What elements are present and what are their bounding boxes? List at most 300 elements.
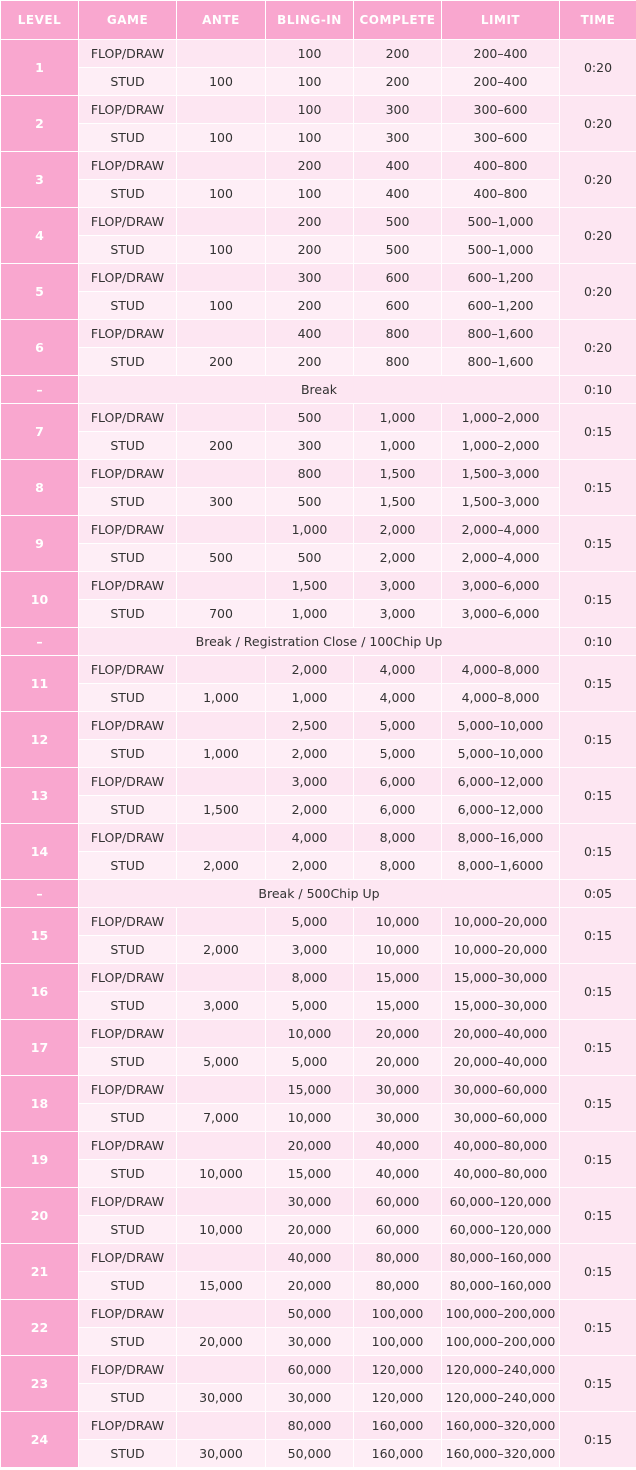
table-row bbox=[1, 124, 636, 151]
game-cell: FLOP/DRAW bbox=[79, 460, 176, 487]
complete-cell: 80,000 bbox=[354, 1272, 441, 1299]
level-cell: 4 bbox=[1, 208, 78, 263]
game-cell: STUD bbox=[79, 1440, 176, 1467]
game-cell: STUD bbox=[79, 292, 176, 319]
limit-cell: 20,000–40,000 bbox=[442, 1020, 559, 1047]
bring-in-cell: 200 bbox=[266, 208, 353, 235]
complete-cell: 100,000 bbox=[354, 1328, 441, 1355]
game-cell: STUD bbox=[79, 1216, 176, 1243]
game-cell: STUD bbox=[79, 180, 176, 207]
table-row bbox=[1, 908, 636, 935]
table-row bbox=[1, 236, 636, 263]
break-row bbox=[1, 880, 636, 907]
time-cell: 0:20 bbox=[560, 320, 636, 375]
limit-cell: 1,000–2,000 bbox=[442, 432, 559, 459]
game-cell: STUD bbox=[79, 1384, 176, 1411]
bring-in-cell: 30,000 bbox=[266, 1384, 353, 1411]
limit-cell: 400–800 bbox=[442, 180, 559, 207]
table-row bbox=[1, 320, 636, 347]
bring-in-cell: 2,000 bbox=[266, 740, 353, 767]
level-cell: 12 bbox=[1, 712, 78, 767]
limit-cell: 1,000–2,000 bbox=[442, 404, 559, 431]
game-cell: FLOP/DRAW bbox=[79, 572, 176, 599]
game-cell: FLOP/DRAW bbox=[79, 1076, 176, 1103]
bring-in-cell: 15,000 bbox=[266, 1076, 353, 1103]
bring-in-cell: 200 bbox=[266, 348, 353, 375]
table-row bbox=[1, 656, 636, 683]
complete-cell: 800 bbox=[354, 348, 441, 375]
time-cell: 0:15 bbox=[560, 1412, 636, 1467]
limit-cell: 2,000–4,000 bbox=[442, 544, 559, 571]
level-cell: 21 bbox=[1, 1244, 78, 1299]
bring-in-cell: 3,000 bbox=[266, 768, 353, 795]
time-cell: 0:15 bbox=[560, 1244, 636, 1299]
bring-in-cell: 5,000 bbox=[266, 992, 353, 1019]
level-cell: 23 bbox=[1, 1356, 78, 1411]
game-cell: FLOP/DRAW bbox=[79, 1244, 176, 1271]
time-cell: 0:15 bbox=[560, 656, 636, 711]
table-row bbox=[1, 292, 636, 319]
time-cell: 0:15 bbox=[560, 768, 636, 823]
header-level: LEVEL bbox=[1, 1, 78, 39]
level-cell: 22 bbox=[1, 1300, 78, 1355]
game-cell: STUD bbox=[79, 936, 176, 963]
table-row bbox=[1, 796, 636, 823]
complete-cell: 500 bbox=[354, 236, 441, 263]
complete-cell: 2,000 bbox=[354, 544, 441, 571]
level-cell: 24 bbox=[1, 1412, 78, 1467]
bring-in-cell: 2,000 bbox=[266, 852, 353, 879]
game-cell: FLOP/DRAW bbox=[79, 768, 176, 795]
header-row bbox=[1, 1, 636, 39]
complete-cell: 200 bbox=[354, 68, 441, 95]
level-cell: 11 bbox=[1, 656, 78, 711]
ante-cell bbox=[177, 96, 265, 123]
ante-cell bbox=[177, 516, 265, 543]
limit-cell: 40,000–80,000 bbox=[442, 1132, 559, 1159]
time-cell: 0:15 bbox=[560, 1076, 636, 1131]
complete-cell: 10,000 bbox=[354, 908, 441, 935]
complete-cell: 120,000 bbox=[354, 1384, 441, 1411]
ante-cell bbox=[177, 1020, 265, 1047]
table-row bbox=[1, 180, 636, 207]
break-label: Break / 500Chip Up bbox=[79, 880, 559, 907]
ante-cell bbox=[177, 404, 265, 431]
break-label: Break / Registration Close / 100Chip Up bbox=[79, 628, 559, 655]
table-row bbox=[1, 992, 636, 1019]
ante-cell bbox=[177, 320, 265, 347]
bring-in-cell: 400 bbox=[266, 320, 353, 347]
bring-in-cell: 1,000 bbox=[266, 600, 353, 627]
limit-cell: 6,000–12,000 bbox=[442, 768, 559, 795]
ante-cell: 100 bbox=[177, 124, 265, 151]
table-row bbox=[1, 1216, 636, 1243]
game-cell: FLOP/DRAW bbox=[79, 516, 176, 543]
time-cell: 0:20 bbox=[560, 208, 636, 263]
ante-cell: 200 bbox=[177, 432, 265, 459]
time-cell: 0:10 bbox=[560, 628, 636, 655]
ante-cell: 1,000 bbox=[177, 684, 265, 711]
bring-in-cell: 200 bbox=[266, 152, 353, 179]
table-row bbox=[1, 404, 636, 431]
bring-in-cell: 100 bbox=[266, 124, 353, 151]
limit-cell: 500–1,000 bbox=[442, 208, 559, 235]
ante-cell bbox=[177, 1356, 265, 1383]
bring-in-cell: 4,000 bbox=[266, 824, 353, 851]
time-cell: 0:20 bbox=[560, 40, 636, 95]
header-game: GAME bbox=[79, 1, 176, 39]
bring-in-cell: 100 bbox=[266, 40, 353, 67]
time-cell: 0:05 bbox=[560, 880, 636, 907]
complete-cell: 8,000 bbox=[354, 852, 441, 879]
limit-cell: 800–1,600 bbox=[442, 320, 559, 347]
table-row bbox=[1, 208, 636, 235]
bring-in-cell: 1,000 bbox=[266, 516, 353, 543]
bring-in-cell: 5,000 bbox=[266, 908, 353, 935]
bring-in-cell: 80,000 bbox=[266, 1412, 353, 1439]
limit-cell: 15,000–30,000 bbox=[442, 992, 559, 1019]
bring-in-cell: 20,000 bbox=[266, 1132, 353, 1159]
game-cell: FLOP/DRAW bbox=[79, 1132, 176, 1159]
ante-cell: 5,000 bbox=[177, 1048, 265, 1075]
ante-cell: 300 bbox=[177, 488, 265, 515]
level-cell: – bbox=[1, 628, 78, 655]
complete-cell: 600 bbox=[354, 264, 441, 291]
table-row bbox=[1, 40, 636, 67]
bring-in-cell: 300 bbox=[266, 432, 353, 459]
complete-cell: 4,000 bbox=[354, 684, 441, 711]
limit-cell: 4,000–8,000 bbox=[442, 684, 559, 711]
bring-in-cell: 20,000 bbox=[266, 1272, 353, 1299]
ante-cell: 100 bbox=[177, 236, 265, 263]
ante-cell bbox=[177, 40, 265, 67]
bring-in-cell: 2,000 bbox=[266, 796, 353, 823]
game-cell: FLOP/DRAW bbox=[79, 712, 176, 739]
limit-cell: 40,000–80,000 bbox=[442, 1160, 559, 1187]
ante-cell bbox=[177, 1300, 265, 1327]
limit-cell: 10,000–20,000 bbox=[442, 936, 559, 963]
game-cell: STUD bbox=[79, 488, 176, 515]
ante-cell bbox=[177, 908, 265, 935]
game-cell: STUD bbox=[79, 852, 176, 879]
limit-cell: 600–1,200 bbox=[442, 264, 559, 291]
complete-cell: 200 bbox=[354, 40, 441, 67]
complete-cell: 60,000 bbox=[354, 1188, 441, 1215]
table-row bbox=[1, 1412, 636, 1439]
bring-in-cell: 2,000 bbox=[266, 656, 353, 683]
game-cell: STUD bbox=[79, 796, 176, 823]
time-cell: 0:15 bbox=[560, 908, 636, 963]
bring-in-cell: 10,000 bbox=[266, 1104, 353, 1131]
time-cell: 0:15 bbox=[560, 712, 636, 767]
table-row bbox=[1, 1244, 636, 1271]
time-cell: 0:15 bbox=[560, 1188, 636, 1243]
level-cell: 15 bbox=[1, 908, 78, 963]
game-cell: FLOP/DRAW bbox=[79, 824, 176, 851]
limit-cell: 300–600 bbox=[442, 124, 559, 151]
level-cell: 7 bbox=[1, 404, 78, 459]
ante-cell: 100 bbox=[177, 292, 265, 319]
ante-cell bbox=[177, 712, 265, 739]
table-row bbox=[1, 1300, 636, 1327]
ante-cell: 30,000 bbox=[177, 1384, 265, 1411]
complete-cell: 1,500 bbox=[354, 460, 441, 487]
game-cell: STUD bbox=[79, 236, 176, 263]
game-cell: STUD bbox=[79, 1160, 176, 1187]
level-cell: 14 bbox=[1, 824, 78, 879]
limit-cell: 400–800 bbox=[442, 152, 559, 179]
bring-in-cell: 800 bbox=[266, 460, 353, 487]
table-row bbox=[1, 1272, 636, 1299]
limit-cell: 800–1,600 bbox=[442, 348, 559, 375]
time-cell: 0:20 bbox=[560, 152, 636, 207]
bring-in-cell: 1,500 bbox=[266, 572, 353, 599]
ante-cell: 100 bbox=[177, 68, 265, 95]
schedule-body bbox=[1, 40, 636, 1467]
ante-cell: 30,000 bbox=[177, 1440, 265, 1467]
level-cell: 5 bbox=[1, 264, 78, 319]
complete-cell: 3,000 bbox=[354, 572, 441, 599]
ante-cell: 2,000 bbox=[177, 852, 265, 879]
limit-cell: 160,000–320,000 bbox=[442, 1412, 559, 1439]
game-cell: STUD bbox=[79, 1048, 176, 1075]
complete-cell: 400 bbox=[354, 152, 441, 179]
time-cell: 0:15 bbox=[560, 1020, 636, 1075]
game-cell: STUD bbox=[79, 992, 176, 1019]
limit-cell: 200–400 bbox=[442, 40, 559, 67]
complete-cell: 800 bbox=[354, 320, 441, 347]
complete-cell: 1,000 bbox=[354, 404, 441, 431]
game-cell: STUD bbox=[79, 1104, 176, 1131]
table-row bbox=[1, 600, 636, 627]
time-cell: 0:15 bbox=[560, 572, 636, 627]
limit-cell: 100,000–200,000 bbox=[442, 1328, 559, 1355]
bring-in-cell: 500 bbox=[266, 488, 353, 515]
time-cell: 0:15 bbox=[560, 824, 636, 879]
complete-cell: 160,000 bbox=[354, 1440, 441, 1467]
game-cell: FLOP/DRAW bbox=[79, 1020, 176, 1047]
ante-cell bbox=[177, 1188, 265, 1215]
ante-cell: 200 bbox=[177, 348, 265, 375]
ante-cell bbox=[177, 572, 265, 599]
complete-cell: 1,000 bbox=[354, 432, 441, 459]
table-row bbox=[1, 1188, 636, 1215]
bring-in-cell: 20,000 bbox=[266, 1216, 353, 1243]
table-row bbox=[1, 488, 636, 515]
level-cell: – bbox=[1, 376, 78, 403]
bring-in-cell: 40,000 bbox=[266, 1244, 353, 1271]
level-cell: 16 bbox=[1, 964, 78, 1019]
ante-cell: 10,000 bbox=[177, 1216, 265, 1243]
break-label: Break bbox=[79, 376, 559, 403]
bring-in-cell: 500 bbox=[266, 404, 353, 431]
bring-in-cell: 3,000 bbox=[266, 936, 353, 963]
ante-cell bbox=[177, 460, 265, 487]
complete-cell: 40,000 bbox=[354, 1132, 441, 1159]
complete-cell: 1,500 bbox=[354, 488, 441, 515]
table-row bbox=[1, 432, 636, 459]
ante-cell: 700 bbox=[177, 600, 265, 627]
limit-cell: 300–600 bbox=[442, 96, 559, 123]
bring-in-cell: 50,000 bbox=[266, 1440, 353, 1467]
ante-cell: 3,000 bbox=[177, 992, 265, 1019]
limit-cell: 120,000–240,000 bbox=[442, 1356, 559, 1383]
bring-in-cell: 50,000 bbox=[266, 1300, 353, 1327]
complete-cell: 3,000 bbox=[354, 600, 441, 627]
limit-cell: 30,000–60,000 bbox=[442, 1076, 559, 1103]
time-cell: 0:20 bbox=[560, 264, 636, 319]
complete-cell: 30,000 bbox=[354, 1104, 441, 1131]
table-row bbox=[1, 572, 636, 599]
limit-cell: 600–1,200 bbox=[442, 292, 559, 319]
level-cell: 9 bbox=[1, 516, 78, 571]
game-cell: FLOP/DRAW bbox=[79, 264, 176, 291]
time-cell: 0:15 bbox=[560, 1356, 636, 1411]
table-row bbox=[1, 68, 636, 95]
limit-cell: 200–400 bbox=[442, 68, 559, 95]
complete-cell: 40,000 bbox=[354, 1160, 441, 1187]
game-cell: FLOP/DRAW bbox=[79, 208, 176, 235]
time-cell: 0:15 bbox=[560, 404, 636, 459]
level-cell: 20 bbox=[1, 1188, 78, 1243]
header-time: TIME bbox=[560, 1, 636, 39]
complete-cell: 5,000 bbox=[354, 740, 441, 767]
complete-cell: 4,000 bbox=[354, 656, 441, 683]
table-row bbox=[1, 348, 636, 375]
limit-cell: 20,000–40,000 bbox=[442, 1048, 559, 1075]
limit-cell: 160,000–320,000 bbox=[442, 1440, 559, 1467]
game-cell: STUD bbox=[79, 600, 176, 627]
level-cell: 8 bbox=[1, 460, 78, 515]
ante-cell: 2,000 bbox=[177, 936, 265, 963]
limit-cell: 120,000–240,000 bbox=[442, 1384, 559, 1411]
level-cell: 17 bbox=[1, 1020, 78, 1075]
bring-in-cell: 30,000 bbox=[266, 1188, 353, 1215]
break-row bbox=[1, 376, 636, 403]
complete-cell: 300 bbox=[354, 124, 441, 151]
table-row bbox=[1, 152, 636, 179]
limit-cell: 1,500–3,000 bbox=[442, 488, 559, 515]
complete-cell: 120,000 bbox=[354, 1356, 441, 1383]
game-cell: STUD bbox=[79, 544, 176, 571]
game-cell: STUD bbox=[79, 432, 176, 459]
limit-cell: 60,000–120,000 bbox=[442, 1216, 559, 1243]
time-cell: 0:15 bbox=[560, 460, 636, 515]
ante-cell bbox=[177, 1244, 265, 1271]
complete-cell: 2,000 bbox=[354, 516, 441, 543]
game-cell: FLOP/DRAW bbox=[79, 404, 176, 431]
level-cell: – bbox=[1, 880, 78, 907]
bring-in-cell: 5,000 bbox=[266, 1048, 353, 1075]
complete-cell: 8,000 bbox=[354, 824, 441, 851]
ante-cell bbox=[177, 208, 265, 235]
level-cell: 18 bbox=[1, 1076, 78, 1131]
ante-cell bbox=[177, 656, 265, 683]
bring-in-cell: 30,000 bbox=[266, 1328, 353, 1355]
complete-cell: 5,000 bbox=[354, 712, 441, 739]
game-cell: STUD bbox=[79, 740, 176, 767]
table-row bbox=[1, 1440, 636, 1467]
bring-in-cell: 100 bbox=[266, 180, 353, 207]
level-cell: 6 bbox=[1, 320, 78, 375]
bring-in-cell: 8,000 bbox=[266, 964, 353, 991]
game-cell: STUD bbox=[79, 684, 176, 711]
table-row bbox=[1, 740, 636, 767]
game-cell: FLOP/DRAW bbox=[79, 656, 176, 683]
ante-cell: 1,500 bbox=[177, 796, 265, 823]
game-cell: FLOP/DRAW bbox=[79, 908, 176, 935]
limit-cell: 6,000–12,000 bbox=[442, 796, 559, 823]
ante-cell bbox=[177, 824, 265, 851]
ante-cell: 1,000 bbox=[177, 740, 265, 767]
limit-cell: 60,000–120,000 bbox=[442, 1188, 559, 1215]
table-row bbox=[1, 460, 636, 487]
complete-cell: 80,000 bbox=[354, 1244, 441, 1271]
level-cell: 19 bbox=[1, 1132, 78, 1187]
table-row bbox=[1, 768, 636, 795]
header-complete: COMPLETE bbox=[354, 1, 441, 39]
table-row bbox=[1, 96, 636, 123]
ante-cell: 15,000 bbox=[177, 1272, 265, 1299]
table-row bbox=[1, 1384, 636, 1411]
header-bring-in: BLING-IN bbox=[266, 1, 353, 39]
game-cell: FLOP/DRAW bbox=[79, 40, 176, 67]
table-row bbox=[1, 1076, 636, 1103]
ante-cell bbox=[177, 264, 265, 291]
game-cell: FLOP/DRAW bbox=[79, 96, 176, 123]
table-row bbox=[1, 1020, 636, 1047]
game-cell: FLOP/DRAW bbox=[79, 1412, 176, 1439]
break-row bbox=[1, 628, 636, 655]
limit-cell: 100,000–200,000 bbox=[442, 1300, 559, 1327]
table-row bbox=[1, 1328, 636, 1355]
time-cell: 0:15 bbox=[560, 1300, 636, 1355]
complete-cell: 6,000 bbox=[354, 796, 441, 823]
table-row bbox=[1, 1356, 636, 1383]
complete-cell: 100,000 bbox=[354, 1300, 441, 1327]
bring-in-cell: 200 bbox=[266, 292, 353, 319]
table-row bbox=[1, 1048, 636, 1075]
complete-cell: 6,000 bbox=[354, 768, 441, 795]
complete-cell: 500 bbox=[354, 208, 441, 235]
bring-in-cell: 1,000 bbox=[266, 684, 353, 711]
table-row bbox=[1, 1160, 636, 1187]
bring-in-cell: 200 bbox=[266, 236, 353, 263]
bring-in-cell: 10,000 bbox=[266, 1020, 353, 1047]
complete-cell: 300 bbox=[354, 96, 441, 123]
ante-cell: 500 bbox=[177, 544, 265, 571]
level-cell: 1 bbox=[1, 40, 78, 95]
table-row bbox=[1, 1104, 636, 1131]
table-row bbox=[1, 712, 636, 739]
ante-cell bbox=[177, 1412, 265, 1439]
ante-cell: 7,000 bbox=[177, 1104, 265, 1131]
complete-cell: 600 bbox=[354, 292, 441, 319]
limit-cell: 3,000–6,000 bbox=[442, 600, 559, 627]
limit-cell: 3,000–6,000 bbox=[442, 572, 559, 599]
game-cell: STUD bbox=[79, 124, 176, 151]
limit-cell: 1,500–3,000 bbox=[442, 460, 559, 487]
complete-cell: 10,000 bbox=[354, 936, 441, 963]
limit-cell: 8,000–1,6000 bbox=[442, 852, 559, 879]
bring-in-cell: 15,000 bbox=[266, 1160, 353, 1187]
complete-cell: 20,000 bbox=[354, 1020, 441, 1047]
table-row bbox=[1, 264, 636, 291]
time-cell: 0:20 bbox=[560, 96, 636, 151]
game-cell: FLOP/DRAW bbox=[79, 1300, 176, 1327]
limit-cell: 500–1,000 bbox=[442, 236, 559, 263]
table-row bbox=[1, 516, 636, 543]
